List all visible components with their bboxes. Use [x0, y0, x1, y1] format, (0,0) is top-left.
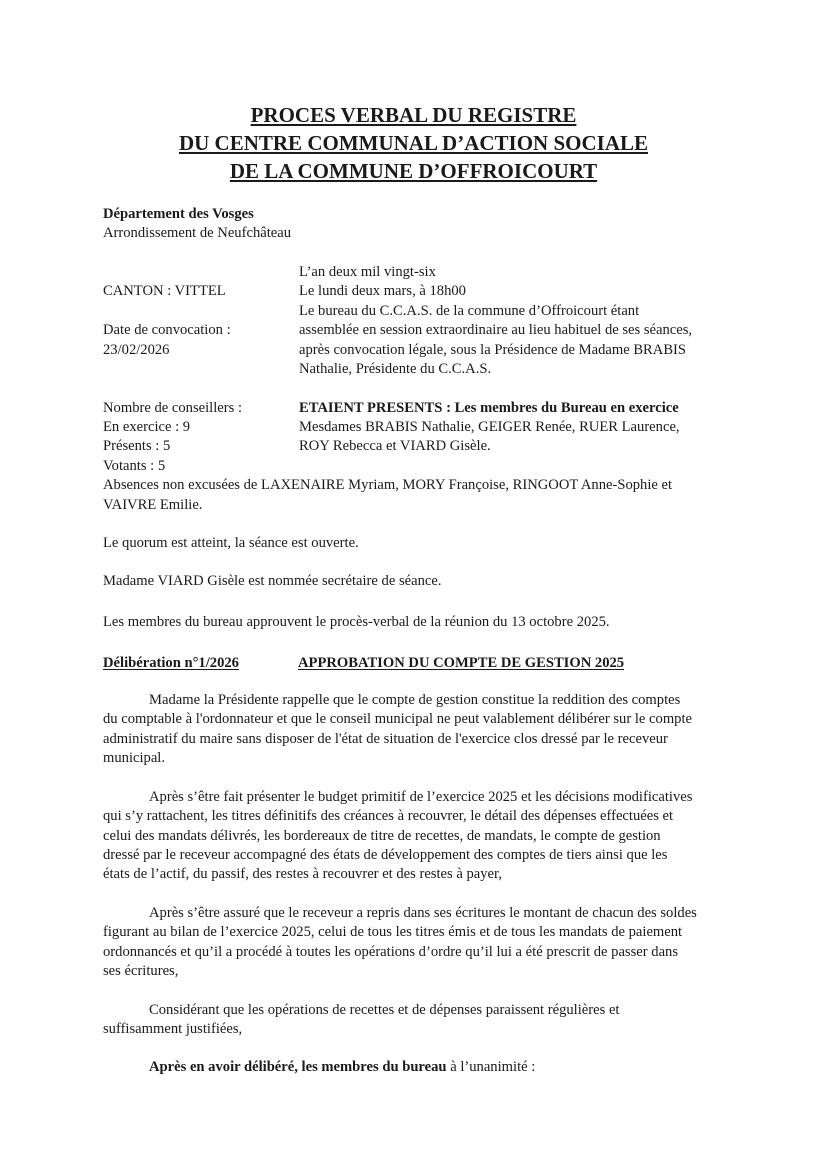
paragraph-2-line-2: qui s’y rattachent, les titres définitifs des créances à recouvrer, le détail des dépenses effectuées et	[103, 808, 674, 824]
title-line-1: PROCES VERBAL DU REGISTRE	[250, 103, 577, 127]
paragraph-1-line-1: Madame la Présidente rappelle que le compte de gestion constitue la reddition des comptes	[149, 692, 681, 708]
document-title	[0, 101, 827, 185]
session-year: L’an deux mil vingt-six	[299, 264, 436, 280]
paragraph-4-line-1: Considérant que les opérations de recettes et de dépenses paraissent régulières et	[149, 1002, 620, 1018]
paragraph-4-line-2: suffisamment justifiées,	[103, 1021, 243, 1037]
paragraph-1-line-2: du comptable à l'ordonnateur et que le conseil municipal ne peut valablement délibérer sur le compte	[103, 711, 693, 727]
convocation-label: Date de convocation :	[103, 322, 231, 338]
session-date: Le lundi deux mars, à 18h00	[299, 283, 466, 299]
paragraph-3-line-4: ses écritures,	[103, 963, 179, 979]
deliberation-number: Délibération n°1/2026	[103, 655, 239, 671]
paragraph-2-line-1: Après s’être fait présenter le budget primitif de l’exercice 2025 et les décisions modificatives	[149, 789, 693, 805]
secretary-statement: Madame VIARD Gisèle est nommée secrétaire de séance.	[103, 573, 442, 589]
session-assembly-line-1: Le bureau du C.C.A.S. de la commune d’Offroicourt étant	[299, 303, 640, 319]
counsellors-label: Nombre de conseillers :	[103, 400, 243, 416]
in-office-count: En exercice : 9	[103, 419, 191, 435]
minutes-approval: Les membres du bureau approuvent le procès-verbal de la réunion du 13 octobre 2025.	[103, 614, 610, 630]
voters-count: Votants : 5	[103, 458, 166, 474]
canton: CANTON : VITTEL	[103, 283, 226, 299]
deliberation-subject: APPROBATION DU COMPTE DE GESTION 2025	[298, 655, 625, 671]
closing-bold: Après en avoir délibéré, les membres du bureau	[149, 1059, 447, 1075]
closing-rest: à l’unanimité :	[446, 1059, 536, 1075]
session-assembly-line-4: Nathalie, Présidente du C.C.A.S.	[299, 361, 492, 377]
paragraph-3-line-3: ordonnancés et qu’il a procédé à toutes les opérations d’ordre qu’il lui a été prescrit de passer dans	[103, 944, 679, 960]
present-count: Présents : 5	[103, 438, 171, 454]
paragraph-2-line-5: états de l’actif, du passif, des restes à recouvrer et des restes à payer,	[103, 866, 502, 882]
paragraph-3-line-2: figurant au bilan de l’exercice 2025, celui de tous les titres émis et de tous les mandats de paiement	[103, 924, 683, 940]
present-members-line-2: ROY Rebecca et VIARD Gisèle.	[299, 438, 491, 454]
paragraph-3-line-1: Après s’être assuré que le receveur a repris dans ses écritures le montant de chacun des soldes	[149, 905, 697, 921]
convocation-date: 23/02/2026	[103, 342, 170, 358]
session-assembly-line-3: après convocation légale, sous la Présidence de Madame BRABIS	[299, 342, 687, 358]
arrondissement: Arrondissement de Neufchâteau	[103, 225, 292, 241]
absences-line-1: Absences non excusées de LAXENAIRE Myriam, MORY Françoise, RINGOOT Anne-Sophie et	[103, 477, 673, 493]
presents-heading: ETAIENT PRESENTS : Les membres du Bureau en exercice	[299, 400, 679, 416]
paragraph-2-line-4: dressé par le receveur accompagné des états de développement des comptes de tiers ainsi que les	[103, 847, 668, 863]
absences-line-2: VAIVRE Emilie.	[103, 497, 203, 513]
department: Département des Vosges	[103, 206, 254, 222]
quorum-statement: Le quorum est atteint, la séance est ouverte.	[103, 535, 359, 551]
closing-statement	[149, 1058, 535, 1077]
title-line-2: DU CENTRE COMMUNAL D’ACTION SOCIALE	[178, 131, 649, 155]
session-assembly-line-2: assemblée en session extraordinaire au lieu habituel de ses séances,	[299, 322, 693, 338]
title-line-3: DE LA COMMUNE D’OFFROICOURT	[229, 159, 598, 183]
paragraph-2-line-3: celui des mandats délivrés, les bordereaux de titre de recettes, de mandats, le compte de gestion	[103, 828, 661, 844]
paragraph-1-line-4: municipal.	[103, 750, 166, 766]
paragraph-1-line-3: administratif du maire sans disposer de l'état de situation de l'exercice clos dressé par le receveur	[103, 731, 668, 747]
present-members-line-1: Mesdames BRABIS Nathalie, GEIGER Renée, RUER Laurence,	[299, 419, 680, 435]
